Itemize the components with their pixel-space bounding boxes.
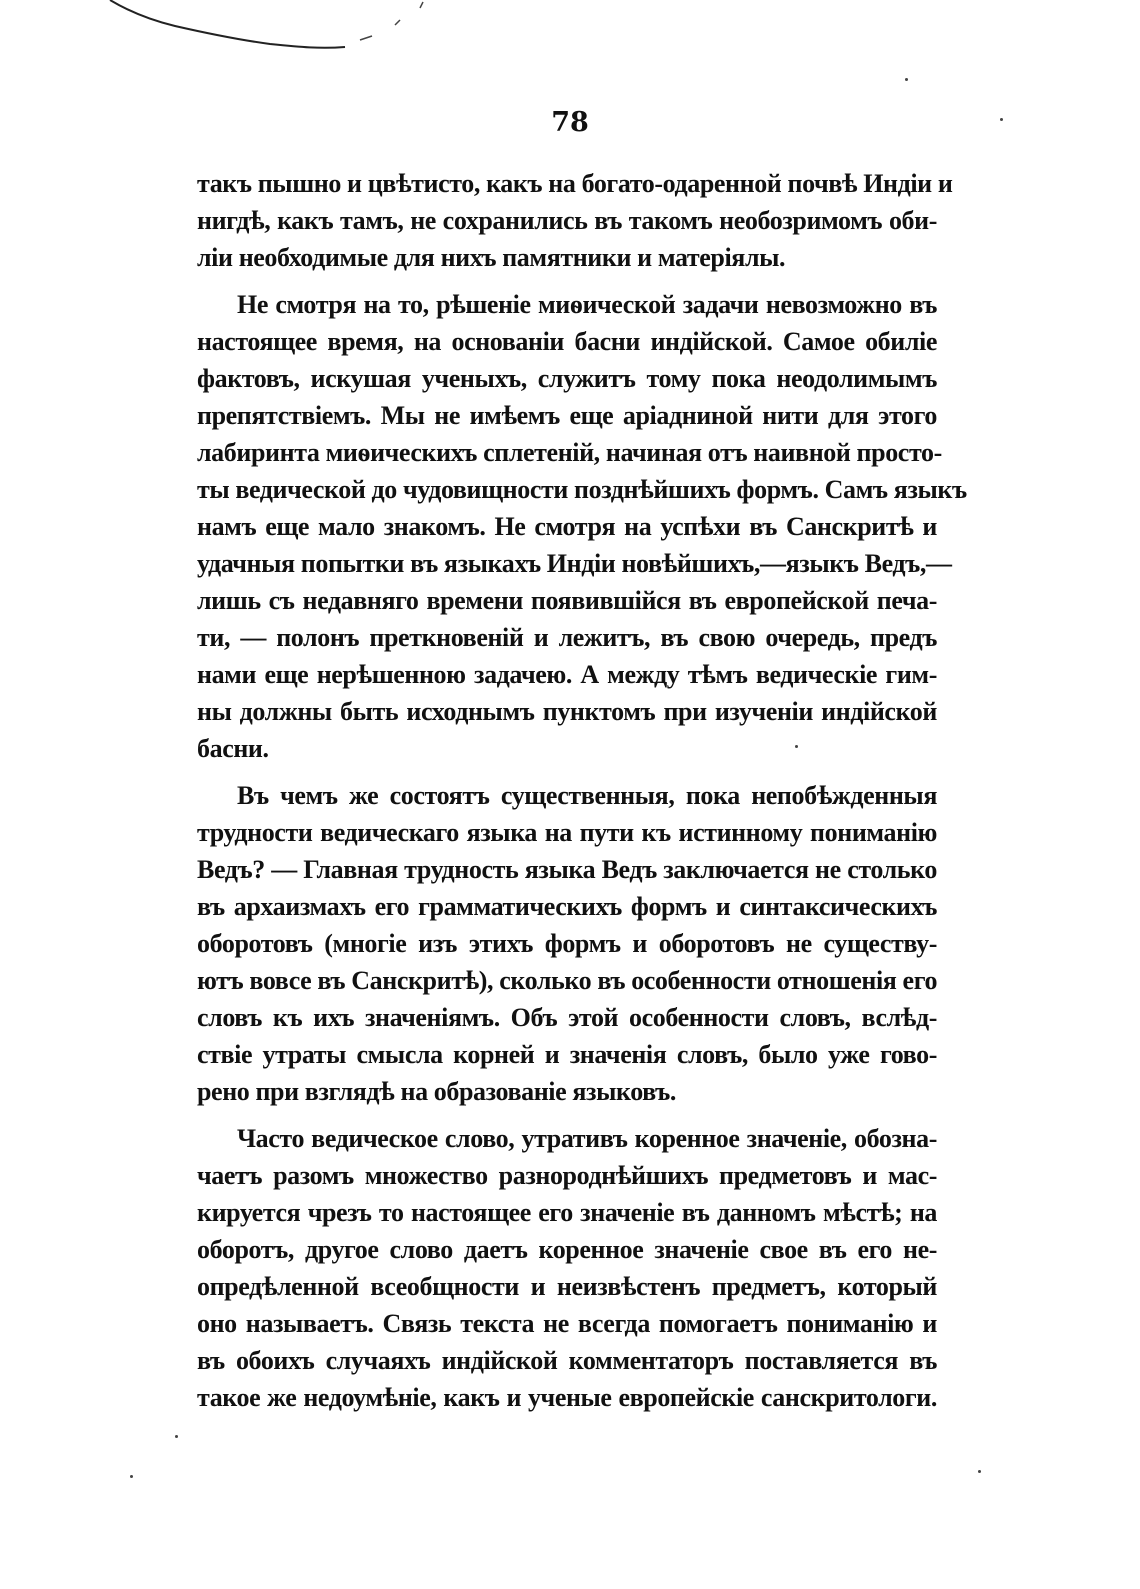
text-line: оно называетъ. Связь текста не всегда помогаетъ пониманію и xyxy=(197,1309,937,1338)
text-line: Часто ведическое слово, утративъ коренное значеніе, обозна- xyxy=(237,1124,937,1153)
text-line: нигдѣ, какъ тамъ, не сохранились въ такомъ необозримомъ оби- xyxy=(197,206,937,235)
text-line: нами еще нерѣшенною задачею. А между тѣмъ ведическіе гим- xyxy=(197,660,937,689)
text-line: ны должны быть исходнымъ пунктомъ при изученіи индійской xyxy=(197,697,937,726)
text-line: Въ чемъ же состоятъ существенныя, пока непобѣжденныя xyxy=(237,781,937,810)
scan-speck xyxy=(175,1435,178,1438)
text-line: лишь съ недавняго времени появившійся въ европейской печа- xyxy=(197,586,937,615)
text-line: намъ еще мало знакомъ. Не смотря на успѣхи въ Санскритѣ и xyxy=(197,512,937,541)
text-line: басни. xyxy=(197,734,269,763)
text-line: препятствіемъ. Мы не имѣемъ еще аріадниной нити для этого xyxy=(197,401,937,430)
paragraph xyxy=(197,777,937,1110)
text-line: Не смотря на то, рѣшеніе миѳической задачи невозможно въ xyxy=(237,290,937,319)
text-line: удачныя попытки въ языкахъ Индіи новѣйшихъ,—языкъ Ведъ,— xyxy=(197,549,952,578)
text-line: трудности ведическаго языка на пути къ истинному пониманію xyxy=(197,818,937,847)
text-line: ты ведической до чудовищности позднѣйшихъ формъ. Самъ языкъ xyxy=(197,475,967,504)
text-line: кируется чрезъ то настоящее его значеніе въ данномъ мѣстѣ; на xyxy=(197,1198,937,1227)
text-line: чаетъ разомъ множество разнороднѣйшихъ предметовъ и мас- xyxy=(197,1161,937,1190)
page-number: 78 xyxy=(551,107,589,138)
text-line: оборотовъ (многіе изъ этихъ формъ и оборотовъ не существу- xyxy=(197,929,937,958)
text-line: такое же недоумѣніе, какъ и ученые европейскіе санскритологи. xyxy=(197,1383,937,1412)
paragraph xyxy=(197,1120,937,1416)
text-line: ютъ вовсе въ Санскритѣ), сколько въ особенности отношенія его xyxy=(197,966,938,995)
text-line: лабиринта миѳическихъ сплетеній, начиная отъ наивной просто- xyxy=(197,438,942,467)
scan-speck xyxy=(978,1470,981,1473)
text-line: фактовъ, искушая ученыхъ, служитъ тому пока неодолимымъ xyxy=(197,364,937,393)
scan-speck xyxy=(130,1475,133,1478)
text-line: ти, — полонъ преткновеній и лежитъ, въ свою очередь, предъ xyxy=(197,623,937,652)
text-line: оборотъ, другое слово даетъ коренное значеніе свое въ его не- xyxy=(197,1235,937,1264)
text-line: Ведъ? — Главная трудность языка Ведъ заключается не столько xyxy=(197,855,937,884)
text-line: въ обоихъ случаяхъ индійской комментаторъ поставляется въ xyxy=(197,1346,937,1375)
scan-speck xyxy=(905,78,908,81)
text-line: настоящее время, на основаніи басни индійской. Самое обиліе xyxy=(197,327,937,356)
scan-edge-mark xyxy=(0,0,460,70)
text-line: рено при взглядѣ на образованіе языковъ. xyxy=(197,1077,677,1106)
text-line: такъ пышно и цвѣтисто, какъ на богато-одаренной почвѣ Индіи и xyxy=(197,169,953,198)
text-line: ліи необходимые для нихъ памятники и матеріялы. xyxy=(197,243,786,272)
body-text xyxy=(197,165,967,1416)
paragraph xyxy=(197,165,953,276)
text-line: словъ къ ихъ значеніямъ. Объ этой особенности словъ, вслѣд- xyxy=(197,1003,937,1032)
paragraph xyxy=(197,286,967,767)
text-line: опредѣленной всеобщности и неизвѣстенъ предметъ, который xyxy=(197,1272,937,1301)
text-line: ствіе утраты смысла корней и значенія словъ, было уже гово- xyxy=(197,1040,937,1069)
text-line: въ архаизмахъ его грамматическихъ формъ и синтаксическихъ xyxy=(197,892,937,921)
